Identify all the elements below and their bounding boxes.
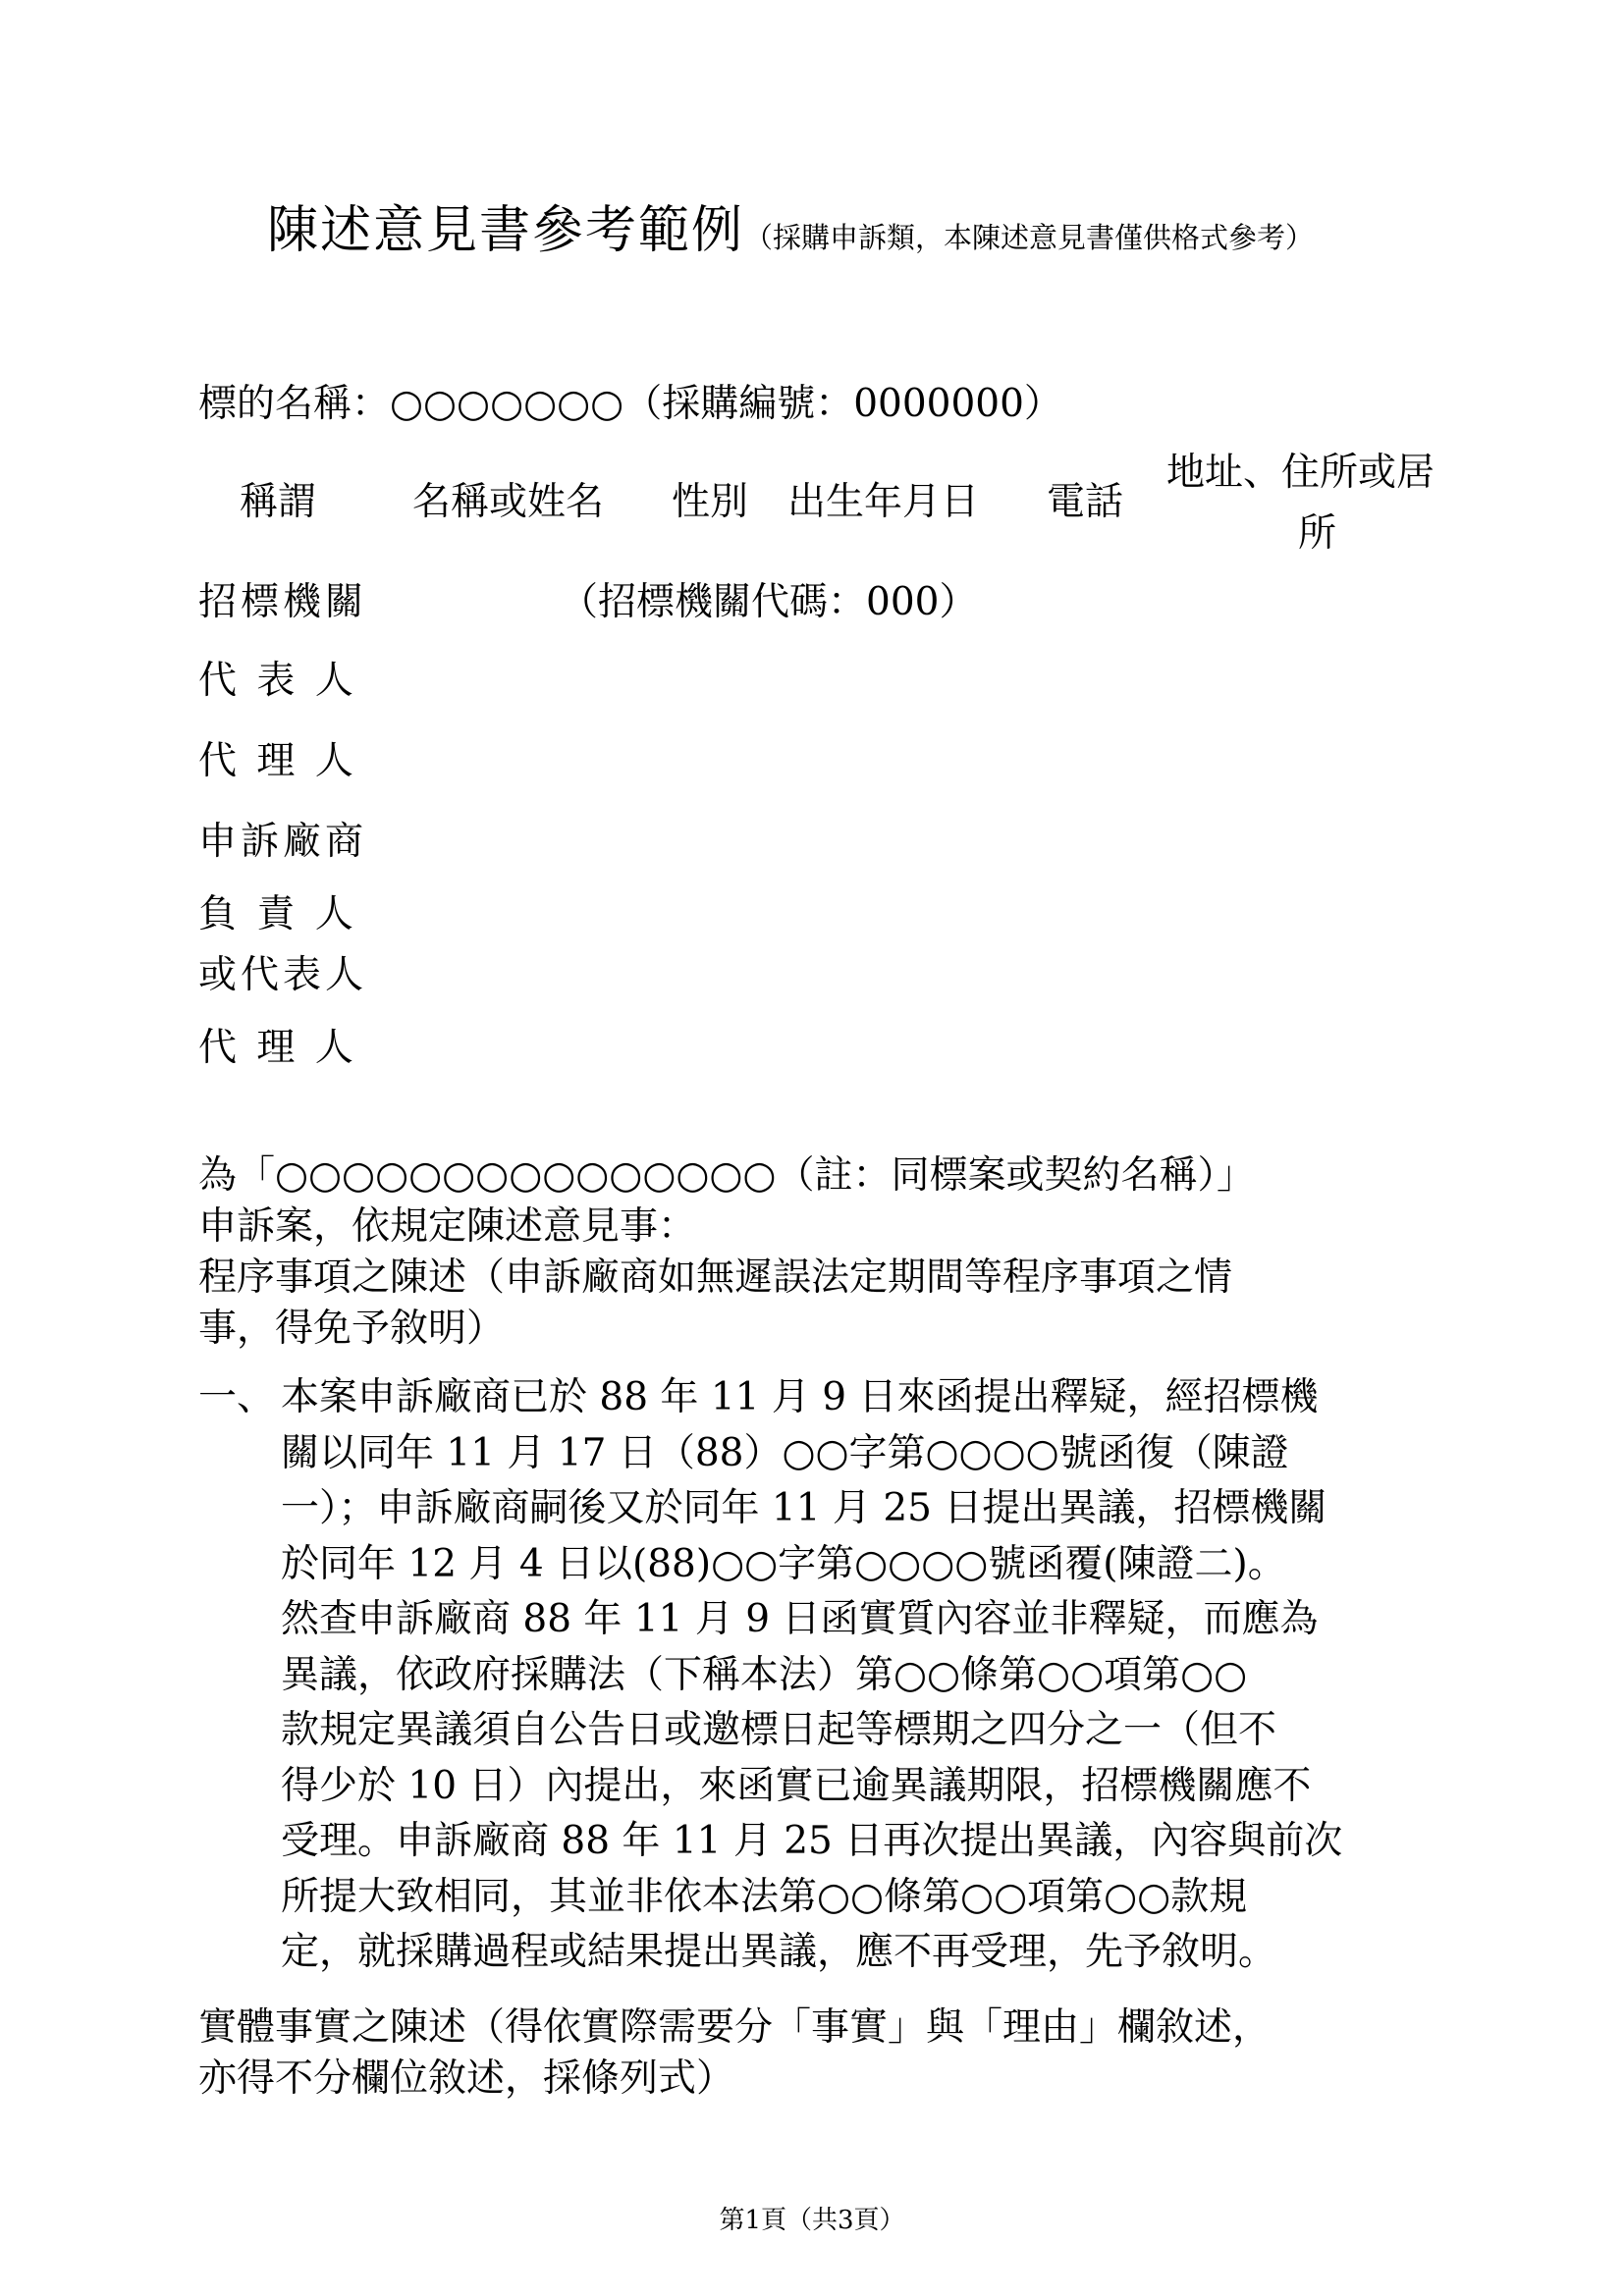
subject-line: 標的名稱：○○○○○○○（採購編號：0000000） <box>198 382 1062 426</box>
case-line-2: 申訴案，依規定陳述意見事： <box>198 1204 697 1249</box>
substantive-heading-1: 實體事實之陳述（得依實際需要分「事實」與「理由」欄敘述， <box>198 2005 1272 2050</box>
party-agency-representative: 代 表 人 <box>198 659 357 703</box>
header-gender: 性別 <box>672 480 749 524</box>
party-agency-agent: 代 理 人 <box>198 739 357 783</box>
title-note: （採購申訴類，本陳述意見書僅供格式參考） <box>744 221 1315 254</box>
header-address-line1: 地址、住所或居 <box>1166 451 1435 495</box>
item-one-line: 於同年 12 月 4 日以(88)○○字第○○○○號函覆(陳證二)。 <box>281 1541 1286 1586</box>
header-birthdate: 出生年月日 <box>787 480 980 524</box>
item-one-line: 關以同年 11 月 17 日（88）○○字第○○○○號函復（陳證 <box>281 1430 1289 1475</box>
item-one-line: 一）；申訴廠商嗣後又於同年 11 月 25 日提出異議，招標機關 <box>281 1486 1327 1530</box>
page-footer: 第1頁（共3頁） <box>719 2206 905 2235</box>
substantive-heading <box>198 2002 1271 2105</box>
item-one-content <box>281 1370 1342 1981</box>
case-line-1: 為「○○○○○○○○○○○○○○○（註：同標案或契約名稱）」 <box>198 1153 1255 1198</box>
header-name: 名稱或姓名 <box>412 480 605 524</box>
case-statement <box>198 1150 1255 1355</box>
header-address-line2: 所 <box>1298 511 1337 556</box>
item-one-line: 受理。申訴廠商 88 年 11 月 25 日再次提出異議，內容與前次 <box>281 1819 1343 1863</box>
item-one-marker: 一、 <box>198 1375 276 1419</box>
item-one-line: 款規定異議須自公告日或邀標日起等標期之四分之一（但不 <box>281 1708 1277 1752</box>
agency-code: （招標機關代碼：000） <box>560 580 978 624</box>
item-one-line: 本案申訴廠商已於 88 年 11 月 9 日來函提出釋疑，經招標機 <box>281 1375 1319 1419</box>
party-vendor-responsible: 負 責 人 <box>198 892 357 936</box>
party-appellant-vendor: 申訴廠商 <box>198 820 368 864</box>
item-one-line: 定，就採購過程或結果提出異議，應不再受理，先予敘明。 <box>281 1930 1277 1974</box>
substantive-heading-2: 亦得不分欄位敘述，採條列式） <box>198 2056 735 2101</box>
item-one-line: 得少於 10 日）內提出，來函實已逾異議期限，招標機關應不 <box>281 1763 1312 1808</box>
party-tendering-agency: 招標機關 <box>198 580 368 624</box>
page-title <box>267 196 1314 272</box>
party-vendor-agent: 代 理 人 <box>198 1026 357 1070</box>
header-phone: 電話 <box>1047 480 1124 524</box>
party-vendor-representative: 或代表人 <box>198 953 368 997</box>
header-appellation: 稱謂 <box>240 480 317 524</box>
item-one-line: 然查申訴廠商 88 年 11 月 9 日函實質內容並非釋疑，而應為 <box>281 1597 1319 1641</box>
procedural-heading-2: 事，得免予敘明） <box>198 1307 506 1351</box>
item-one-line: 異議，依政府採購法（下稱本法）第○○條第○○項第○○ <box>281 1652 1248 1697</box>
procedural-heading-1: 程序事項之陳述（申訴廠商如無遲誤法定期間等程序事項之情 <box>198 1255 1233 1300</box>
item-one-line: 所提大致相同，其並非依本法第○○條第○○項第○○款規 <box>281 1874 1248 1919</box>
title-main: 陳述意見書參考範例 <box>267 201 745 260</box>
